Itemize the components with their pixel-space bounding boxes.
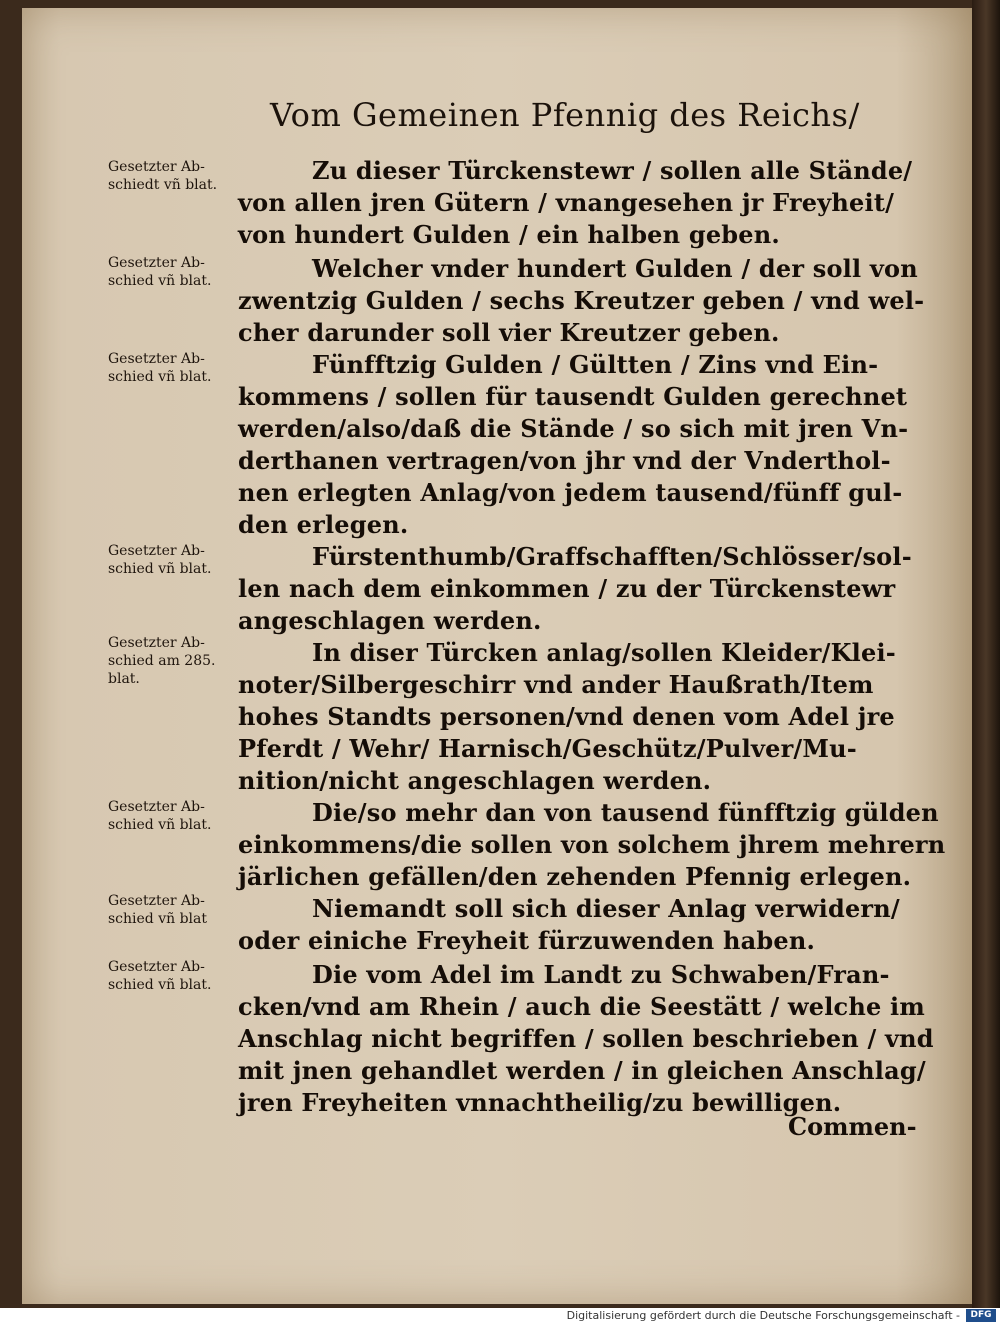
text-line: von hundert Gulden / ein halben geben.: [238, 220, 780, 249]
text-line: angeschlagen werden.: [238, 606, 542, 635]
margin-note: Gesetzter Ab- schied vñ blat.: [108, 351, 212, 385]
margin-note: Gesetzter Ab- schied vñ blat: [108, 893, 208, 927]
margin-note: Gesetzter Ab- schied vñ blat.: [108, 255, 212, 289]
margin-note: Gesetzter Ab- schied vñ blat.: [108, 543, 212, 577]
text-line: Pferdt / Wehr/ Harnisch/Geschütz/Pulver/Mu-: [238, 734, 857, 763]
text-line: den erlegen.: [238, 510, 409, 539]
text-line: oder einiche Freyheit fürzuwenden haben.: [238, 926, 816, 955]
text-line: In diser Türcken anlag/sollen Kleider/Klei-: [312, 638, 896, 667]
text-line: järlichen gefällen/den zehenden Pfennig erlegen.: [238, 862, 912, 891]
book-spine: [972, 0, 1000, 1308]
text-line: Die/so mehr dan von tausend fünfftzig gülden: [312, 798, 939, 827]
text-line: derthanen vertragen/von jhr vnd der Vnderthol-: [238, 446, 891, 475]
text-line: nition/nicht angeschlagen werden.: [238, 766, 712, 795]
margin-note: Gesetzter Ab- schiedt vñ blat.: [108, 159, 218, 193]
dfg-logo: DFG: [966, 1309, 996, 1322]
text-line: Welcher vnder hundert Gulden / der soll von: [312, 254, 918, 283]
text-line: Anschlag nicht begriffen / sollen beschrieben / vnd: [238, 1024, 934, 1053]
text-line: noter/Silbergeschirr vnd ander Haußrath/Item: [238, 670, 874, 699]
text-line: Fünfftzig Gulden / Gültten / Zins vnd Ein-: [312, 350, 879, 379]
book-page: [22, 8, 972, 1304]
text-line: Zu dieser Türckenstewr / sollen alle Stände/: [312, 156, 913, 185]
text-line: cken/vnd am Rhein / auch die Seestätt / welche im: [238, 992, 925, 1021]
text-line: Fürstenthumb/Graffschafften/Schlösser/sol-: [312, 542, 912, 571]
text-line: hohes Standts personen/vnd denen vom Adel jre: [238, 702, 895, 731]
footer-bar: [0, 1308, 1000, 1324]
margin-note: Gesetzter Ab- schied vñ blat.: [108, 959, 212, 993]
text-line: mit jnen gehandlet werden / in gleichen Anschlag/: [238, 1056, 926, 1085]
text-line: jren Freyheiten vnnachtheilig/zu bewilligen.: [238, 1088, 842, 1117]
text-line: Niemandt soll sich dieser Anlag verwidern/: [312, 894, 900, 923]
funding-credit: Digitalisierung gefördert durch die Deutsche Forschungsgemeinschaft -: [566, 1309, 960, 1322]
text-line: kommens / sollen für tausendt Gulden gerechnet: [238, 382, 908, 411]
page-title: Vom Gemeinen Pfennig des Reichs/: [270, 96, 860, 134]
text-line: len nach dem einkommen / zu der Türckenstewr: [238, 574, 896, 603]
text-line: zwentzig Gulden / sechs Kreutzer geben / vnd wel-: [238, 286, 925, 315]
text-line: cher darunder soll vier Kreutzer geben.: [238, 318, 780, 347]
catchword: Commen-: [788, 1112, 917, 1141]
text-line: werden/also/daß die Stände / so sich mit jren Vn-: [238, 414, 909, 443]
margin-note: Gesetzter Ab- schied vñ blat.: [108, 799, 212, 833]
text-line: nen erlegten Anlag/von jedem tausend/fünff gul-: [238, 478, 903, 507]
margin-note: Gesetzter Ab- schied am 285. blat.: [108, 635, 216, 687]
text-line: einkommens/die sollen von solchem jhrem mehrern: [238, 830, 946, 859]
text-line: von allen jren Gütern / vnangesehen jr Freyheit/: [238, 188, 895, 217]
text-line: Die vom Adel im Landt zu Schwaben/Fran-: [312, 960, 890, 989]
